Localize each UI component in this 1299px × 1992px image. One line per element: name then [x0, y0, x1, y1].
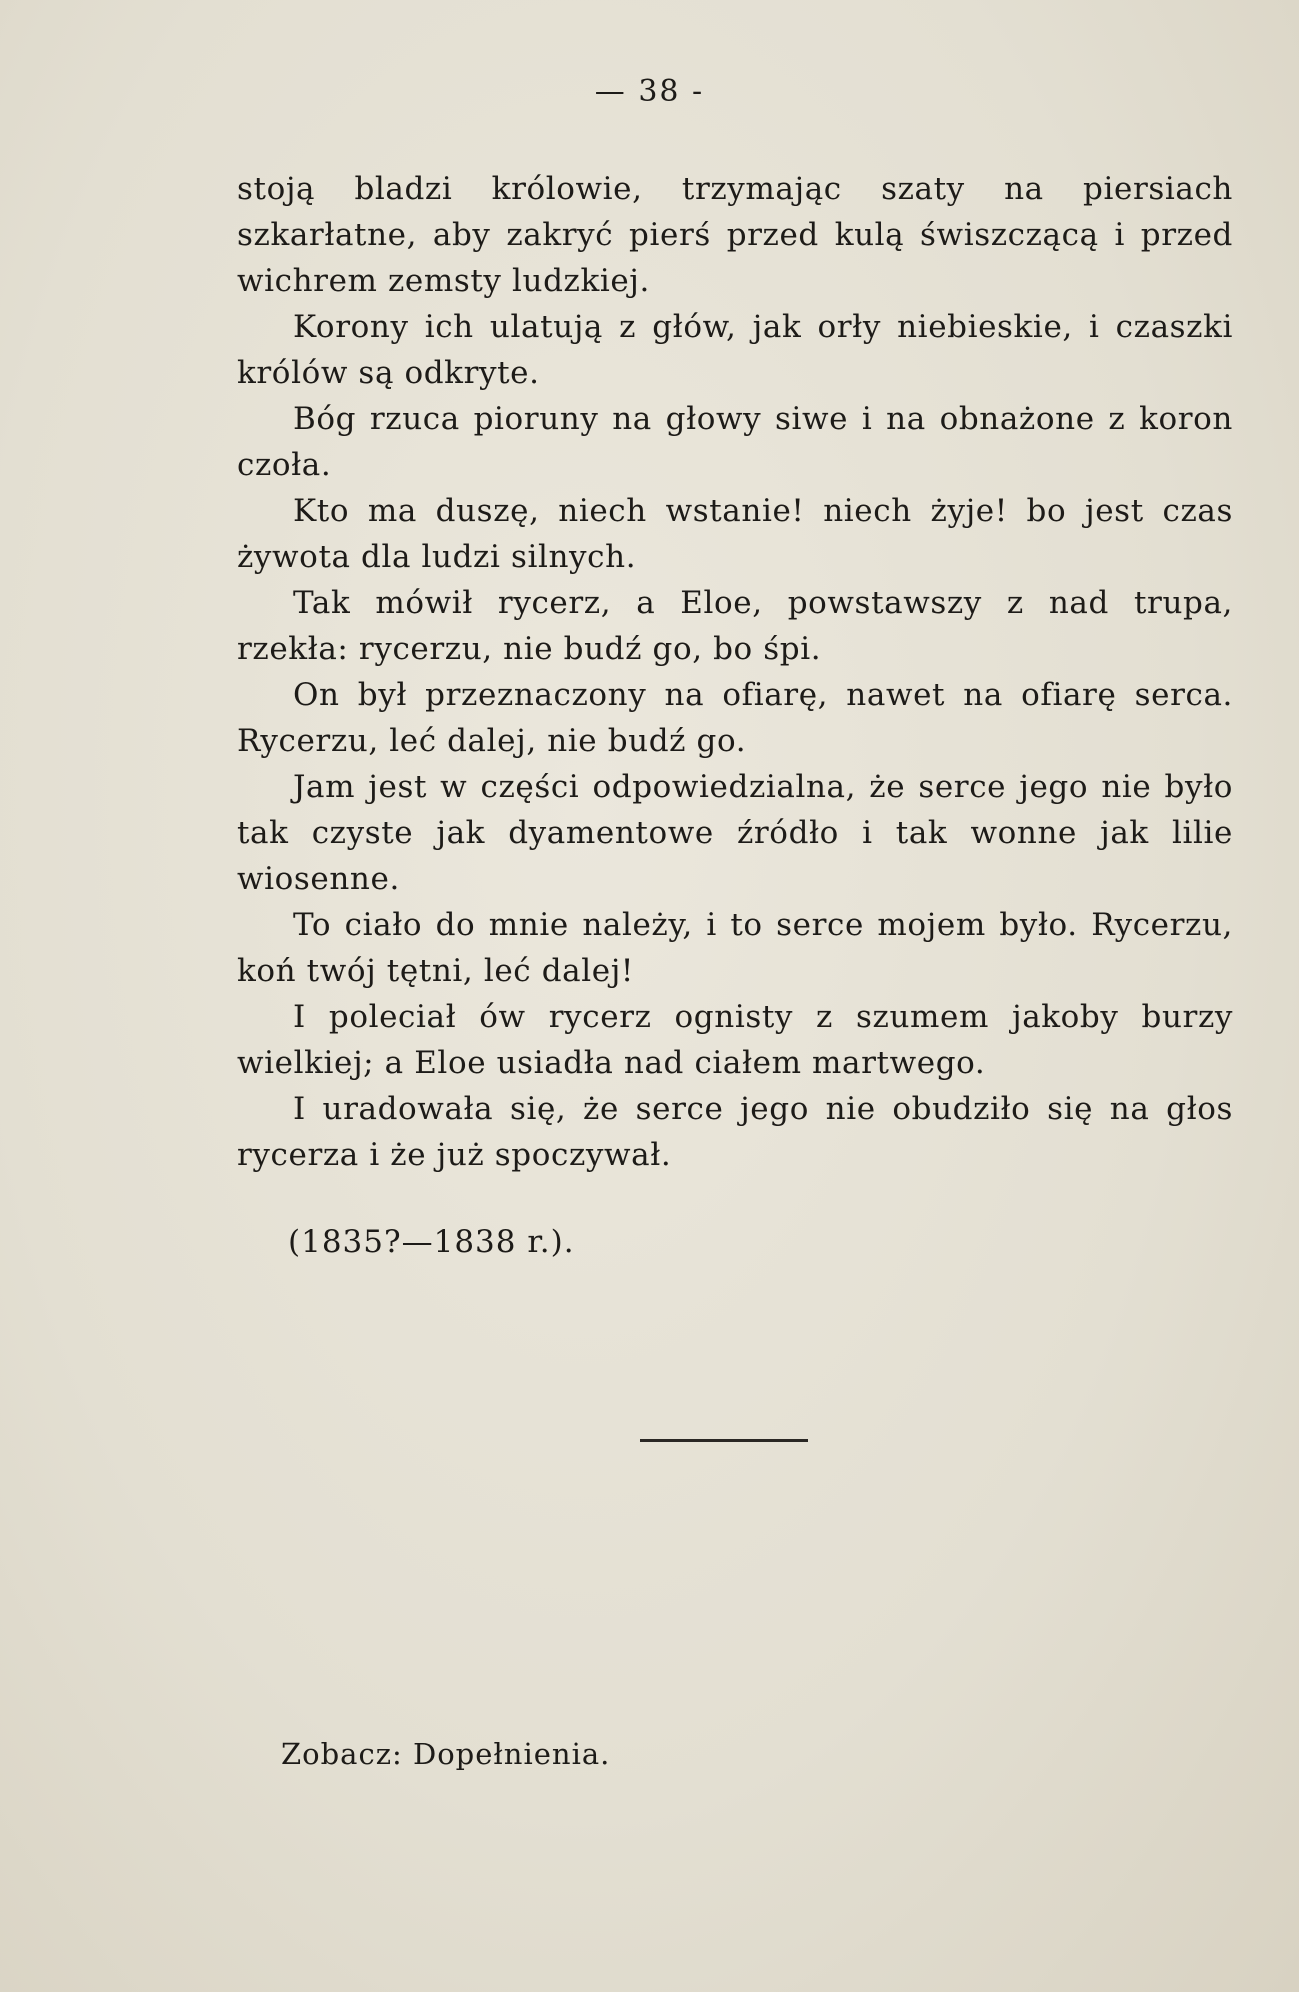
paragraph: I uradowała się, że serce jego nie obudziło się na głos rycerza i że już spoczywał. [237, 1091, 1233, 1173]
paragraph: Bóg rzuca pioruny na głowy siwe i na obnażone z koron czoła. [237, 401, 1233, 483]
section-divider [640, 1439, 808, 1442]
paragraph: stoją bladzi królowie, trzymając szaty na piersiach szkarłatne, aby zakryć pierś przed kulą świszczącą i przed wichrem zemsty ludzkiej. [237, 171, 1233, 299]
paragraph: I poleciał ów rycerz ognisty z szumem jakoby burzy wielkiej; a Eloe usiadła nad ciałem martwego. [237, 999, 1233, 1081]
paragraph: Korony ich ulatują z głów, jak orły niebieskie, i czaszki królów są odkryte. [237, 309, 1233, 391]
footnote: Zobacz: Dopełnienia. [281, 1737, 611, 1771]
paragraph: Tak mówił rycerz, a Eloe, powstawszy z nad trupa, rzekła: rycerzu, nie budź go, bo śpi. [237, 585, 1233, 667]
body-text [237, 166, 1233, 1178]
date-line: (1835?—1838 r.). [288, 1224, 575, 1260]
paragraph: Kto ma duszę, niech wstanie! niech żyje! bo jest czas żywota dla ludzi silnych. [237, 493, 1233, 575]
paragraph: On był przeznaczony na ofiarę, nawet na ofiarę serca. Rycerzu, leć dalej, nie budź go. [237, 677, 1233, 759]
page-number: — 38 - [594, 74, 705, 109]
paragraph: Jam jest w części odpowiedzialna, że serce jego nie było tak czyste jak dyamentowe źródło i tak wonne jak lilie wiosenne. [237, 769, 1233, 897]
paragraph: To ciało do mnie należy, i to serce mojem było. Rycerzu, koń twój tętni, leć dalej! [237, 907, 1233, 989]
